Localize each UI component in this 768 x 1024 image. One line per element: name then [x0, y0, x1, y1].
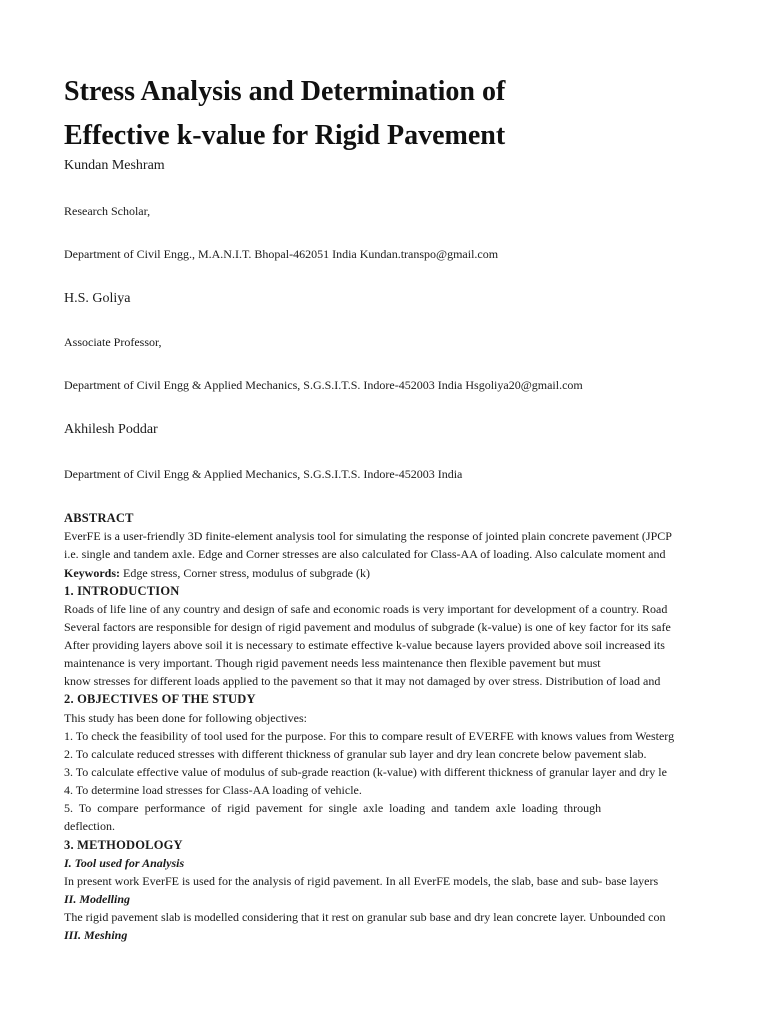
objectives-intro: This study has been done for following objectives: — [64, 711, 307, 725]
author-name: H.S. Goliya — [64, 291, 131, 306]
paper-title — [64, 70, 684, 158]
objective-item-continued: deflection. — [64, 819, 115, 833]
methodology-heading: 3. METHODOLOGY — [64, 838, 183, 852]
title-line-2: Effective k-value for Rigid Pavement — [64, 120, 506, 151]
objective-item: 3. To calculate effective value of modulus of sub-grade reaction (k-value) with different thickness of granular layer and dry le — [64, 765, 667, 779]
author-affiliation: Department of Civil Engg & Applied Mechanics, S.G.S.I.T.S. Indore-452003 India — [64, 467, 463, 481]
keywords — [64, 565, 370, 581]
objective-item: 4. To determine load stresses for Class-AA loading of vehicle. — [64, 783, 362, 797]
author-name: Kundan Meshram — [64, 158, 165, 173]
introduction-line: know stresses for different loads applied to the pavement so that it may not damaged by over stress. Distribution of load and — [64, 674, 661, 688]
keywords-text: Edge stress, Corner stress, modulus of subgrade (k) — [120, 566, 370, 580]
abstract-text-line: EverFE is a user-friendly 3D finite-element analysis tool for simulating the response of jointed plain concrete pavement (JPCP — [64, 529, 672, 543]
introduction-heading: 1. INTRODUCTION — [64, 584, 180, 598]
author-designation: Associate Professor, — [64, 335, 162, 349]
introduction-line: Roads of life line of any country and design of safe and economic roads is very important for development of a country. Road — [64, 602, 668, 616]
objectives-heading: 2. OBJECTIVES OF THE STUDY — [64, 692, 256, 706]
author-affiliation: Department of Civil Engg & Applied Mechanics, S.G.S.I.T.S. Indore-452003 India Hsgoliya20@gmail.com — [64, 378, 583, 392]
introduction-line: maintenance is very important. Though rigid pavement needs less maintenance then flexible pavement but must — [64, 656, 601, 670]
methodology-text-line: The rigid pavement slab is modelled considering that it rest on granular sub base and dry lean concrete layer. Unbounded con — [64, 910, 666, 924]
methodology-text-line: In present work EverFE is used for the analysis of rigid pavement. In all EverFE models, the slab, base and sub- base layers — [64, 874, 659, 888]
keywords-label: Keywords: — [64, 566, 120, 580]
objective-item: 2. To calculate reduced stresses with different thickness of granular sub layer and dry lean concrete below pavement slab. — [64, 747, 647, 761]
author-name: Akhilesh Poddar — [64, 422, 158, 437]
author-affiliation: Department of Civil Engg., M.A.N.I.T. Bhopal-462051 India Kundan.transpo@gmail.com — [64, 247, 499, 261]
title-line-1: Stress Analysis and Determination of — [64, 76, 506, 107]
objective-item: 1. To check the feasibility of tool used for the purpose. For this to compare result of EVERFE with knows values from Westerg — [64, 729, 675, 743]
author-designation: Research Scholar, — [64, 204, 151, 218]
introduction-line: Several factors are responsible for design of rigid pavement and modulus of subgrade (k-value) is one of key factor for its safe — [64, 620, 671, 634]
subsection-heading: II. Modelling — [64, 892, 131, 906]
subsection-heading: III. Meshing — [64, 928, 128, 942]
abstract-text-line: i.e. single and tandem axle. Edge and Corner stresses are also calculated for Class-AA of loading. Also calculate moment and — [64, 547, 666, 561]
objective-item: 5. To compare performance of rigid pavement for single axle loading and tandem axle loading through — [64, 801, 602, 815]
abstract-heading: ABSTRACT — [64, 511, 134, 525]
subsection-heading: I. Tool used for Analysis — [64, 856, 185, 870]
introduction-line: After providing layers above soil it is necessary to estimate effective k-value because layers provided above soil increased its — [64, 638, 665, 652]
